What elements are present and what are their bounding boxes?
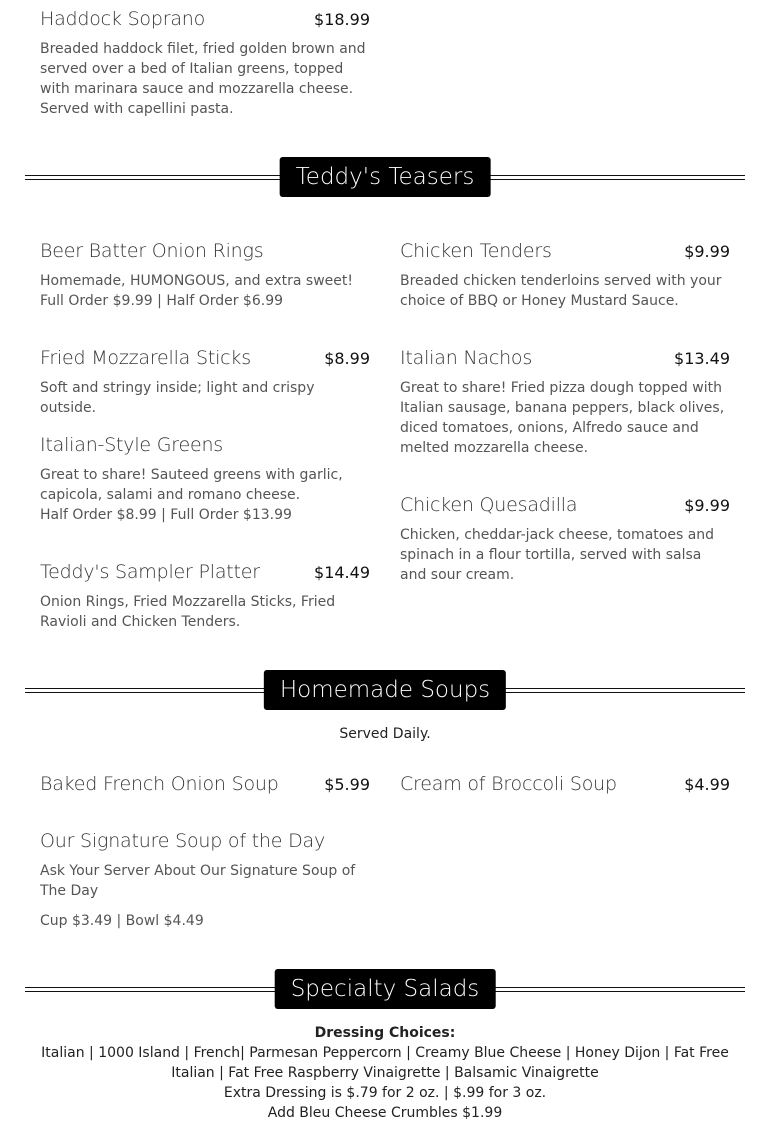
bleu-cheese-price: Add Bleu Cheese Crumbles $1.99	[267, 1105, 503, 1121]
menu-item-header	[400, 240, 730, 262]
menu-item-name: Beer Batter Onion Rings	[40, 240, 264, 262]
section-title: Homemade Soups	[264, 670, 506, 710]
menu-item-pricing: Cup $3.49 | Bowl $4.49	[40, 913, 204, 929]
menu-item-description: Chicken, cheddar-jack cheese, tomatoes and spinach in a flour tortilla, served with salsa and sour cream.	[400, 527, 715, 583]
menu-item-name: Baked French Onion Soup	[40, 773, 279, 795]
menu-item-name: Chicken Quesadilla	[400, 494, 578, 516]
dressing-list: Italian | 1000 Island | French| Parmesan Peppercorn | Creamy Blue Cheese | Honey Dijon | Fat Free Italian | Fat Free Raspberry Vinaigrette | Balsamic Vinaigrette	[41, 1045, 729, 1081]
menu-item-name: Fried Mozzarella Sticks	[40, 347, 251, 369]
menu-item-price: $8.99	[324, 349, 370, 368]
section-note: Served Daily.	[339, 726, 431, 742]
extra-dressing-price: Extra Dressing is $.79 for 2 oz. | $.99 for 3 oz.	[223, 1085, 547, 1101]
menu-item-name: Cream of Broccoli Soup	[400, 773, 617, 795]
menu-item-name: Our Signature Soup of the Day	[40, 830, 326, 852]
menu-item-header	[40, 434, 370, 456]
menu-item-price: $18.99	[314, 10, 370, 29]
menu-item-italian-nachos	[400, 347, 730, 458]
menu-item-header	[40, 561, 370, 583]
section-header-salads	[25, 969, 745, 1009]
menu-item-haddock-soprano	[40, 8, 370, 119]
menu-item-chicken-quesadilla	[400, 494, 730, 585]
menu-item-header	[400, 347, 730, 369]
menu-item-header	[400, 494, 730, 516]
menu-item-italian-greens	[40, 434, 370, 525]
menu-item-header	[40, 347, 370, 369]
menu-item-name: Teddy's Sampler Platter	[40, 561, 260, 583]
section-title: Teddy's Teasers	[280, 157, 491, 197]
menu-item-description: Homemade, HUMONGOUS, and extra sweet!	[40, 273, 353, 289]
menu-item-description: Ask Your Server About Our Signature Soup of The Day	[40, 863, 356, 899]
menu-item-name: Chicken Tenders	[400, 240, 552, 262]
dressing-info	[40, 1023, 730, 1123]
menu-item-name: Italian-Style Greens	[40, 434, 223, 456]
menu-item-description: Breaded haddock filet, fried golden brown and served over a bed of Italian greens, topped with marinara sauce and mozzarella cheese. Served with capellini pasta.	[40, 41, 366, 117]
menu-item-pricing: Half Order $8.99 | Full Order $13.99	[40, 507, 292, 523]
menu-item-price: $14.49	[314, 563, 370, 582]
menu-item-price: $9.99	[684, 496, 730, 515]
menu-item-onion-rings	[40, 240, 370, 311]
menu-item-name: Italian Nachos	[400, 347, 533, 369]
menu-item-description: Great to share! Fried pizza dough topped with Italian sausage, banana peppers, black olives, diced tomatoes, onions, Alfredo sauce and melted mozzarella cheese.	[400, 380, 725, 456]
menu-item-name: Haddock Soprano	[40, 8, 206, 30]
menu-item-header	[400, 773, 730, 795]
menu-item-pricing: Full Order $9.99 | Half Order $6.99	[40, 293, 284, 309]
menu-item-header	[40, 773, 370, 795]
menu-item-price: $4.99	[684, 775, 730, 794]
menu-item-broccoli-soup	[400, 773, 730, 795]
menu-item-soup-of-the-day	[40, 830, 370, 931]
menu-item-mozzarella-sticks	[40, 347, 370, 418]
section-header-soups	[25, 670, 745, 710]
menu-item-header	[40, 8, 370, 30]
menu-item-description: Onion Rings, Fried Mozzarella Sticks, Fried Ravioli and Chicken Tenders.	[40, 594, 336, 630]
menu-item-header	[40, 830, 370, 852]
menu-item-description: Great to share! Sauteed greens with garlic, capicola, salami and romano cheese.	[40, 467, 343, 503]
section-title: Specialty Salads	[275, 969, 496, 1009]
section-header-teasers	[25, 157, 745, 197]
menu-item-chicken-tenders	[400, 240, 730, 311]
menu-item-french-onion-soup	[40, 773, 370, 795]
menu-item-price: $5.99	[324, 775, 370, 794]
menu-item-header	[40, 240, 370, 262]
menu-item-sampler-platter	[40, 561, 370, 632]
dressing-heading: Dressing Choices:	[314, 1025, 456, 1041]
menu-item-description: Soft and stringy inside; light and crispy outside.	[40, 380, 315, 416]
menu-item-price: $13.49	[674, 349, 730, 368]
menu-item-description: Breaded chicken tenderloins served with your choice of BBQ or Honey Mustard Sauce.	[400, 273, 722, 309]
menu-item-price: $9.99	[684, 242, 730, 261]
